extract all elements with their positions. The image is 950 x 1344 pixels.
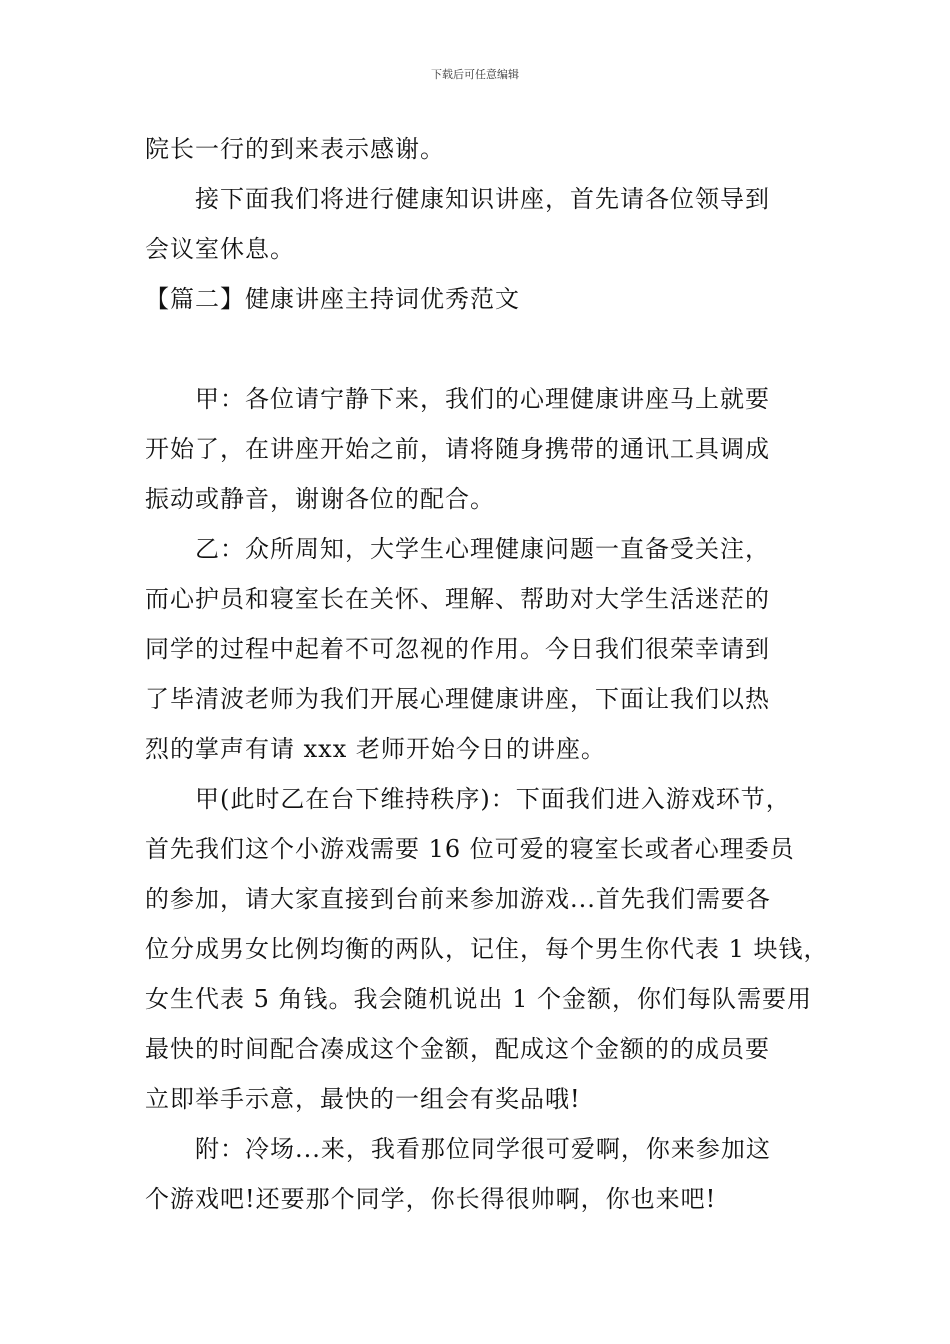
text-line: 最快的时间配合凑成这个金额，配成这个金额的的成员要 [145, 1035, 770, 1063]
text-line: 女生代表 5 角钱。我会随机说出 1 个金额，你们每队需要用 [145, 985, 813, 1013]
paragraph-start: 附：冷场...来，我看那位同学很可爱啊，你来参加这 [195, 1135, 771, 1163]
paragraph-start: 甲：各位请宁静下来，我们的心理健康讲座马上就要 [195, 385, 770, 413]
paragraph-start: 接下面我们将进行健康知识讲座，首先请各位领导到 [195, 185, 770, 213]
text-line: 个游戏吧!还要那个同学，你长得很帅啊，你也来吧! [145, 1185, 717, 1213]
text-line: 会议室休息。 [145, 235, 295, 263]
text-line: 首先我们这个小游戏需要 16 位可爱的寝室长或者心理委员 [145, 835, 795, 863]
text-line: 立即举手示意，最快的一组会有奖品哦! [145, 1085, 581, 1113]
text-line: 烈的掌声有请 xxx 老师开始今日的讲座。 [145, 735, 606, 763]
text-line: 的参加，请大家直接到台前来参加游戏...首先我们需要各 [145, 885, 771, 913]
document-body [145, 124, 829, 1224]
section-heading: 【篇二】健康讲座主持词优秀范文 [145, 285, 520, 313]
text-line: 了毕清波老师为我们开展心理健康讲座，下面让我们以热 [145, 685, 770, 713]
text-line: 院长一行的到来表示感谢。 [145, 135, 445, 163]
paragraph-start: 乙：众所周知，大学生心理健康问题一直备受关注， [195, 535, 770, 563]
page-header: 下载后可任意编辑 [431, 68, 519, 81]
blank-line [145, 324, 810, 374]
text-line: 振动或静音，谢谢各位的配合。 [145, 485, 495, 513]
text-line: 而心护员和寝室长在关怀、理解、帮助对大学生活迷茫的 [145, 585, 770, 613]
text-line: 同学的过程中起着不可忽视的作用。今日我们很荣幸请到 [145, 635, 770, 663]
text-line: 开始了，在讲座开始之前，请将随身携带的通讯工具调成 [145, 435, 770, 463]
paragraph-start: 甲(此时乙在台下维持秩序)：下面我们进入游戏环节， [195, 785, 791, 813]
text-line: 位分成男女比例均衡的两队，记住，每个男生你代表 1 块钱， [145, 935, 829, 963]
